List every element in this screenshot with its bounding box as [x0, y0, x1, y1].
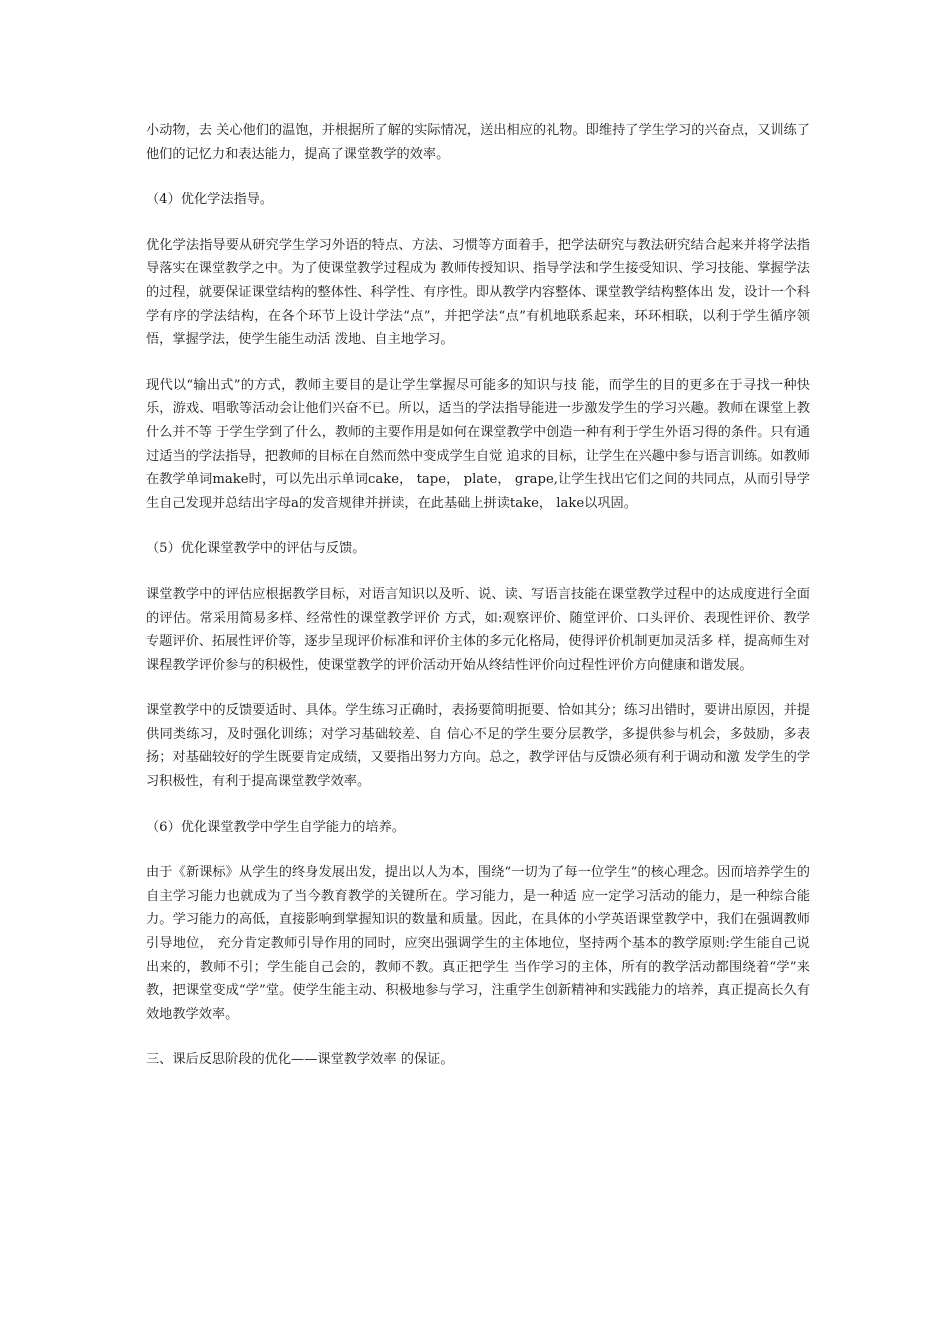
paragraph-feedback: 课堂教学中的反馈要适时、具体。学生练习正确时，表扬要简明扼要、恰如其分；练习出错时，要讲出原因，并提供同类练习，及时强化训练；对学习基础较差、自 信心不足的学生要分层教学，多提供参与机会，多鼓励，多表扬；对基础较好的学生既要肯定成绩，又要指出努力方向。总之，教学评估与反馈必须有利于调动和激 发学生的学习积极性，有利于提高课堂教学效率。 — [146, 703, 810, 790]
document-page — [146, 119, 810, 1094]
section-heading-part-3: 三、课后反思阶段的优化——课堂教学效率 的保证。 — [146, 1052, 454, 1068]
section-heading-5: （5）优化课堂教学中的评估与反馈。 — [146, 541, 366, 557]
paragraph-evaluation: 课堂教学中的评估应根据教学目标，对语言知识以及听、说、读、写语言技能在课堂教学过程中的达成度进行全面的评估。常采用简易多样、经常性的课堂教学评价 方式，如:观察评价、随堂评价、口头评价、表现性评价、教学专题评价、拓展性评价等，逐步呈现评价标准和评价主体的多元化格局，使得评价机制更加灵活多 样，提高师生对课程教学评价参与的积极性，使课堂教学的评价活动开始从终结性评价向过程性评价方向健康和谐发展。 — [146, 586, 810, 673]
paragraph-intro-continued: 小动物，去 关心他们的温饱，并根据所了解的实际情况，送出相应的礼物。即维持了学生学习的兴奋点，又训练了他们的记忆力和表达能力，提高了课堂教学的效率。 — [146, 123, 810, 162]
section-heading-4: （4）优化学法指导。 — [146, 192, 274, 208]
paragraph-self-study: 由于《新课标》从学生的终身发展出发，提出以人为本，围绕“一切为了每一位学生”的核心理念。因而培养学生的自主学习能力也就成为了当今教育教学的关键所在。学习能力，是一种适 应一定学习活动的能力，是一种综合能力。学习能力的高低，直接影响到掌握知识的数量和质量。因此，在具体的小学英语课堂教学中，我们在强调教师引导地位， 充分肯定教师引导作用的同时，应突出强调学生的主体地位，坚持两个基本的教学原则:学生能自己说出来的，教师不引；学生能自己会的，教师不教。真正把学生 当作学习的主体，所有的教学活动都围绕着“学”来教，把课堂变成“学”堂。使学生能主动、积极地参与学习，注重学生创新精神和实践能力的培养，真正提高长久有效地教学效率。 — [146, 865, 810, 1022]
paragraph-study-method-2: 现代以“输出式”的方式，教师主要目的是让学生掌握尽可能多的知识与技 能，而学生的目的更多在于寻找一种快乐，游戏、唱歌等活动会让他们兴奋不已。所以，适当的学法指导能进一步激发学生的学习兴趣。教师在课堂上教什么并不等 于学生学到了什么，教师的主要作用是如何在课堂教学中创造一种有利于学生外语习得的条件。只有通过适当的学法指导，把教师的目标在自然而然中变成学生自觉 追求的目标，让学生在兴趣中参与语言训练。如教师在教学单词make时，可以先出示单词cake， tape， plate， grape,让学生找出它们之间的共同点，从而引导学生自己发现并总结出字母a的发音规律并拼读，在此基础上拼读take， lake以巩固。 — [146, 377, 810, 511]
paragraph-study-method-1: 优化学法指导要从研究学生学习外语的特点、方法、习惯等方面着手，把学法研究与教法研究结合起来并将学法指导落实在课堂教学之中。为了使课堂教学过程成为 教师传授知识、指导学法和学生接受知识、学习技能、掌握学法的过程，就要保证课堂结构的整体性、科学性、有序性。即从教学内容整体、课堂教学结构整体出 发，设计一个科学有序的学法结构，在各个环节上设计学法“点”，并把学法“点”有机地联系起来，环环相联，以利于学生循序领悟，掌握学法，使学生能生动活 泼地、自主地学习。 — [146, 237, 810, 348]
section-heading-6: （6）优化课堂教学中学生自学能力的培养。 — [146, 819, 405, 835]
